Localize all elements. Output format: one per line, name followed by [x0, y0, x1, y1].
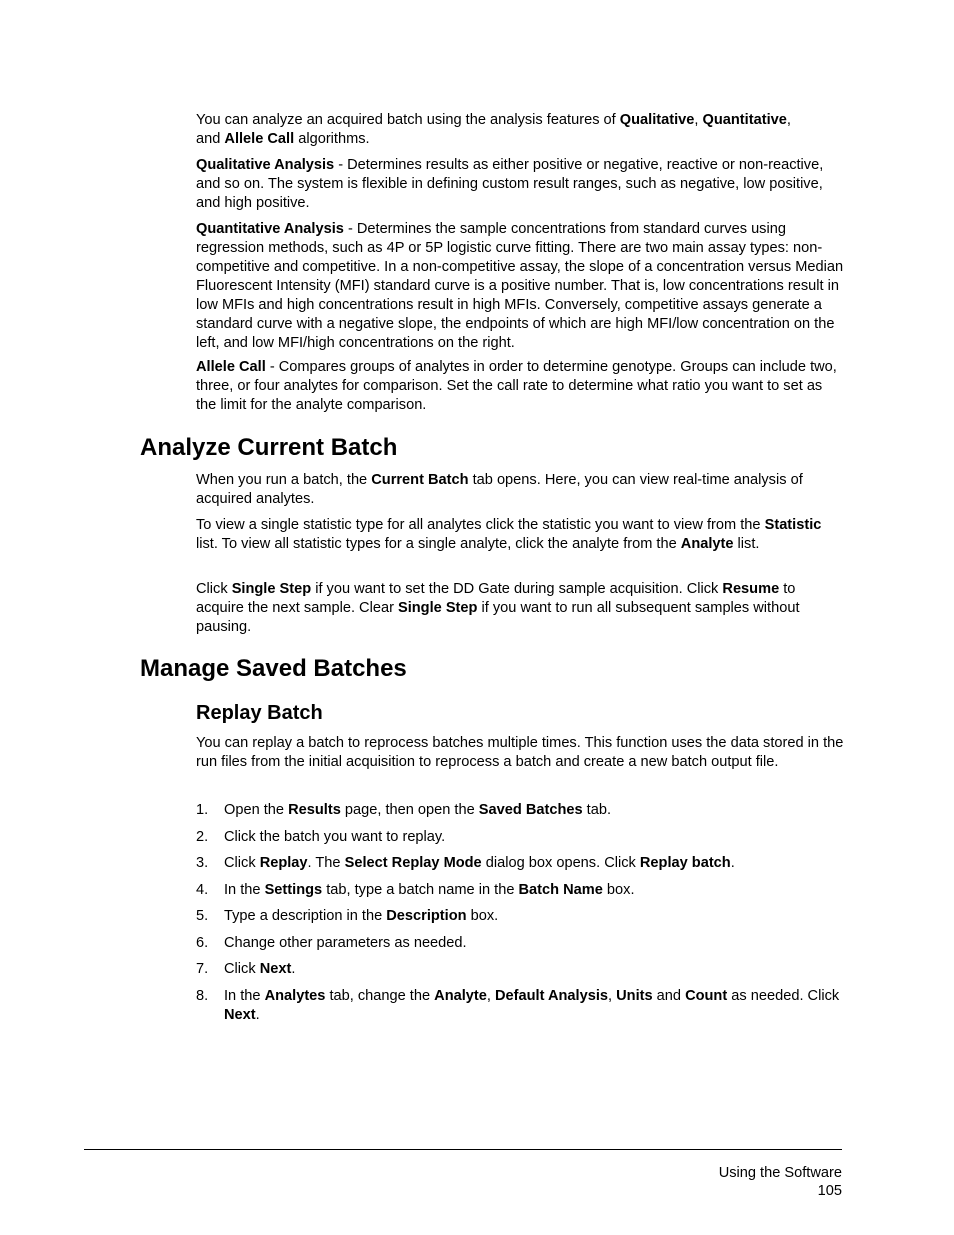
footer-page-number: 105	[817, 1183, 842, 1199]
list-item-text: In the Analytes tab, change the Analyte, Default Analysis, Units and Count as needed. Click Next.	[224, 988, 840, 1023]
list-item-text: Click the batch you want to replay.	[224, 829, 446, 845]
replay-batch-heading: Replay Batch	[196, 702, 323, 724]
replay-batch-paragraph: You can replay a batch to reprocess batches multiple times. This function uses the data stored in the run files from the initial acquisition to reprocess a batch and create a new batch output file.	[196, 735, 844, 770]
analyze-paragraph-1: When you run a batch, the Current Batch tab opens. Here, you can view real-time analysis of acquired analytes.	[196, 472, 803, 507]
analyze-paragraph-2: To view a single statistic type for all analytes click the statistic you want to view from the Statistic list. To view all statistic types for a single analyte, click the analyte from the Analyte list.	[196, 517, 822, 552]
quantitative-paragraph: Quantitative Analysis - Determines the sample concentrations from standard curves using regression methods, such as 4P or 5P logistic curve fitting. There are two main assay types: non-competitive and competitive. In a non-competitive assay, the slope of a concentration versus Median Fluorescent Intensity (MFI) standard curve is a positive number. That is, low concentrations result in low MFIs and high concentrations result in high MFIs. Conversely, competitive assays generate a standard curve with a negative slope, the endpoints of which are high MFI/low concentration on the left, and low MFI/high concentrations on the right.	[196, 221, 844, 351]
list-item-number: 7.	[196, 961, 209, 977]
allele-call-paragraph: Allele Call - Compares groups of analytes in order to determine genotype. Groups can include two, three, or four analytes for comparison. Set the call rate to determine what ratio you want to set as the limit for the analyte comparison.	[196, 359, 837, 413]
qualitative-term: Qualitative Analysis	[196, 157, 335, 173]
list-item-number: 4.	[196, 882, 209, 898]
list-item-number: 3.	[196, 855, 209, 871]
list-item-number: 1.	[196, 802, 209, 818]
allele-call-term: Allele Call	[196, 359, 266, 375]
footer-rule	[84, 1149, 842, 1150]
list-item-text: Open the Results page, then open the Saved Batches tab.	[224, 802, 612, 818]
intro-paragraph: You can analyze an acquired batch using the analysis features of Qualitative, Quantitative, and Allele Call algorithms.	[196, 112, 791, 147]
footer-section-title: Using the Software	[718, 1165, 842, 1181]
list-item-number: 8.	[196, 988, 209, 1004]
list-item-number: 2.	[196, 829, 209, 845]
list-item-text: Click Next.	[224, 961, 296, 977]
analyze-current-batch-heading: Analyze Current Batch	[140, 434, 398, 461]
quantitative-term: Quantitative Analysis	[196, 221, 344, 237]
qualitative-paragraph: Qualitative Analysis - Determines results as either positive or negative, reactive or non-reactive, and so on. The system is flexible in defining custom result ranges, such as negative, low positive, and high positive.	[196, 157, 824, 211]
manage-saved-batches-heading: Manage Saved Batches	[140, 655, 407, 682]
list-item-text: In the Settings tab, type a batch name in the Batch Name box.	[224, 882, 635, 898]
list-item-number: 6.	[196, 935, 209, 951]
list-item-text: Change other parameters as needed.	[224, 935, 467, 951]
list-item-text: Type a description in the Description box.	[224, 908, 499, 924]
list-item-text: Click Replay. The Select Replay Mode dialog box opens. Click Replay batch.	[224, 855, 735, 871]
analyze-paragraph-3: Click Single Step if you want to set the DD Gate during sample acquisition. Click Resume to acquire the next sample. Clear Single Step if you want to run all subsequent samples without pausing.	[196, 581, 800, 635]
list-item-number: 5.	[196, 908, 209, 924]
